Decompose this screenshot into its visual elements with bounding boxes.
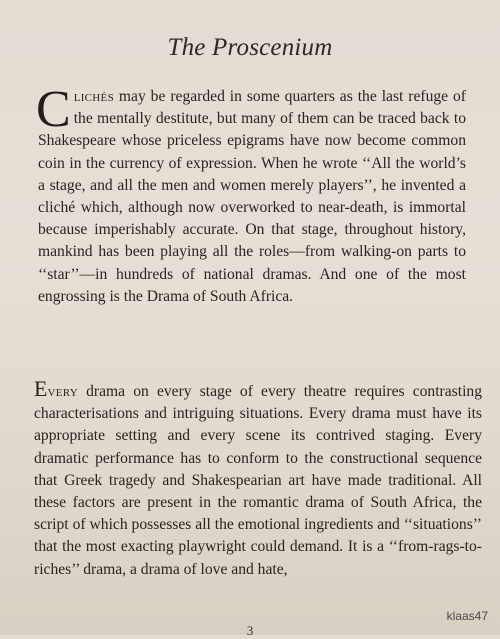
chapter-title: The Proscenium xyxy=(167,34,333,61)
drop-cap-letter: C xyxy=(36,81,71,138)
paragraph-lead-small-caps: lichés xyxy=(73,88,114,105)
paragraph-text: may be regarded in some quarters as the last refuge of the mentally destitute, but many of them can be traced back to Shakespeare whose priceless epigrams have now become common coin in the currency of expression. When he wrote ‘‘All the world’s a stage, and all the men and women merely players’’, he invented a cliché which, although now overworked to near-death, is immortal because imperishably accurate. On that stage, throughout history, mankind has been playing all the roles—from walking-on parts to ‘‘star’’—in hundreds of national dramas. And one of the most engrossing is the Drama of South Africa. xyxy=(38,88,466,305)
initial-letter: E xyxy=(34,376,48,401)
paragraph-lead-small-caps: very xyxy=(47,383,78,400)
page-number: 3 xyxy=(246,623,254,638)
paragraph-every-drama xyxy=(34,378,482,581)
paragraph-clichés xyxy=(36,81,466,308)
watermark-text: klaas47 xyxy=(446,609,488,623)
paragraph-text: drama on every stage of every theatre requires contrasting characterisations and intriguing situations. Every drama must have its appropriate setting and every scene its contrived staging. Every dramatic performance has to conform to the constructional sequence that Greek tragedy and Shakespearian art have made traditional. All these factors are present in the romantic drama of South Africa, the script of which possesses all the emotional ingredients and ‘‘situations’’ that the most exacting playwright could demand. It is a ‘‘from-rags-to-riches’’ drama, a drama of love and hate, xyxy=(34,383,482,578)
